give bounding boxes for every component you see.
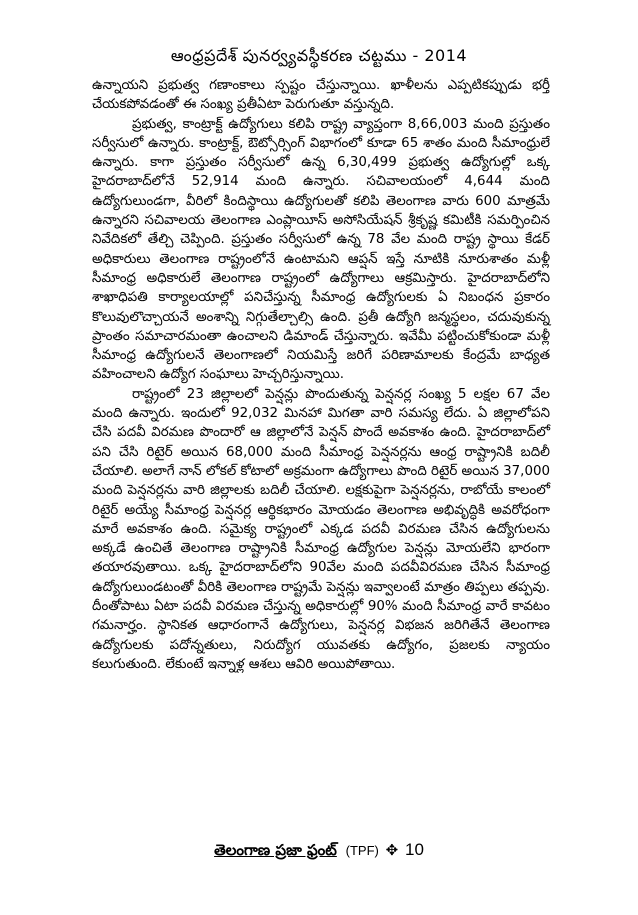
paragraph-2: ప్రభుత్వ, కాంట్రాక్ట్ ఉద్యోగులు కలిపి రాష్ట్ర వ్యాప్తంగా 8,66,003 మంది ప్రస్తుతం సర్వీసులో ఉన్నారు. కాంట్రాక్ట్, ఔట్సోర్సింగ్ విభాగంలో కూడా 65 శాతం మంది సీమాంధ్రులే ఉన్నారు. కాగా ప్రస్తుతం సర్వీసులో ఉన్న 6,30,499 ప్రభుత్వ ఉద్యోగుల్లో ఒక్క హైదరాబాద్‌లోనే 52,914 మంది ఉన్నారు. సచివాలయంలో 4,644 మంది ఉద్యోగులుండగా, వీరిలో కిందిస్థాయి ఉద్యోగులతో కలిపి తెలంగాణ వారు 600 మాత్రమే ఉన్నారని సచివాలయ తెలంగాణ ఎంప్లాయీస్ అసోసియేషన్ శ్రీకృష్ణ కమిటీకి సమర్పించిన నివేదికలో తేల్చి చెప్పింది. ప్రస్తుతం సర్వీసులో ఉన్న 78 వేల మంది రాష్ట్ర స్థాయి కేడర్ అధికారులు తెలంగాణ రాష్ట్రంలోనే ఉంటామని ఆప్షన్ ఇస్తే నూటికి నూరుశాతం మళ్లీ సీమాంధ్ర అధికారులే తెలంగాణ రాష్ట్రంలో ఉద్యోగాలు ఆక్రమిస్తారు. హైదరాబాద్‌లోని శాఖాధిపతి కార్యాలయాల్లో పనిచేస్తున్న సీమాంధ్ర ఉద్యోగులకు ఏ నిబంధన ప్రకారం కొలువులొచ్చాయనే అంశాన్ని నిగ్గుతేల్చాల్సి ఉంది. ప్రతీ ఉద్యోగి జన్మస్థలం, చదువుకున్న ప్రాంతం సమాచారమంతా ఉంచాలని డిమాండ్ చేస్తున్నారు. ఇవేమీ పట్టించుకోకుండా మళ్లీ సీమాంధ్ర ఉద్యోగులనే తెలంగాణలో నియమిస్తే జరిగే పరిణామాలకు కేంద్రమే బాధ్యత వహించాలని ఉద్యోగ సంఘాలు హెచ్చరిస్తున్నాయి. — [92, 116, 550, 383]
body-text — [92, 76, 550, 674]
page-number: 10 — [404, 840, 424, 859]
paragraph-1: ఉన్నాయని ప్రభుత్వ గణాంకాలు స్పష్టం చేస్తున్నాయి. ఖాళీలను ఎప్పటికప్పుడు భర్తీ చేయకపోవడంతో ఈ సంఖ్య ప్రతీఏటా పెరుగుతూ వస్తున్నది. — [92, 78, 550, 113]
footer-tag: (TPF) — [345, 843, 379, 858]
running-header: ఆంధ్రప్రదేశ్ పునర్వ్యవస్థీకరణ చట్టము - 2014 — [170, 46, 468, 65]
ornament-icon: ✥ — [385, 841, 399, 859]
page-footer — [0, 840, 638, 863]
footer-brand: తెలంగాణ ప్రజా ఫ్రంట్ — [214, 841, 337, 859]
paragraph-3: రాష్ట్రంలో 23 జిల్లాలలో పెన్షన్లు పొందుతున్న పెన్షనర్ల సంఖ్య 5 లక్షల 67 వేల మంది ఉన్నారు. ఇందులో 92,032 మినహా మిగతా వారి సమస్య లేదు. ఏ జిల్లాలోపని చేసి పదవీ విరమణ పొందారో ఆ జిల్లాలోనే పెన్షన్ పొందే అవకాశం ఉంది. హైదరాబాద్‌లో పని చేసి రిటైర్ అయిన 68,000 మంది సీమాంధ్ర పెన్షనర్లను ఆంధ్ర రాష్ట్రానికి బదిలీ చేయాలి. అలాగే నాన్ లోకల్ కోటాలో అక్రమంగా ఉద్యోగాలు పొంది రిటైర్ అయిన 37,000 మంది పెన్షనర్లను వారి జిల్లాలకు బదిలీ చేయాలి. లక్షకుపైగా పెన్షనర్లను, రాబోయే కాలంలో రిటైర్ అయ్యే సీమాంధ్ర పెన్షనర్ల ఆర్థికభారం మోయడం తెలంగాణ అభివృద్ధికి అవరోధంగా మారే అవకాశం ఉంది. సమైక్య రాష్ట్రంలో ఎక్కడ పదవీ విరమణ చేసిన ఉద్యోగులను అక్కడే ఉంచితే తెలంగాణ రాష్ట్రానికి సీమాంధ్ర ఉద్యోగుల పెన్షన్లు మోయలేని భారంగా తయారవుతాయి. ఒక్క హైదరాబాద్‌లోని 90వేల మంది పదవీవిరమణ చేసిన సీమాంధ్ర ఉద్యోగులుండటంతో వీరికి తెలంగాణ రాష్ట్రమే పెన్షన్లు ఇవ్వాలంటే మాత్రం తిప్పలు తప్పవు. దీంతోపాటు ఏటా పదవీ విరమణ చేస్తున్న అధికారుల్లో 90% మంది సీమాంధ్ర వారే కావటం గమనార్హం. స్థానికత ఆధారంగానే ఉద్యోగులు, పెన్షనర్ల విభజన జరిగితేనే తెలంగాణ ఉద్యోగులకు పదోన్నతులు, నిరుద్యోగ యువతకు ఉద్యోగం, ప్రజలకు న్యాయం కలుగుతుంది. లేకుంటే ఇన్నాళ్ల ఆశలు ఆవిరి అయిపోతాయి. — [92, 386, 550, 672]
